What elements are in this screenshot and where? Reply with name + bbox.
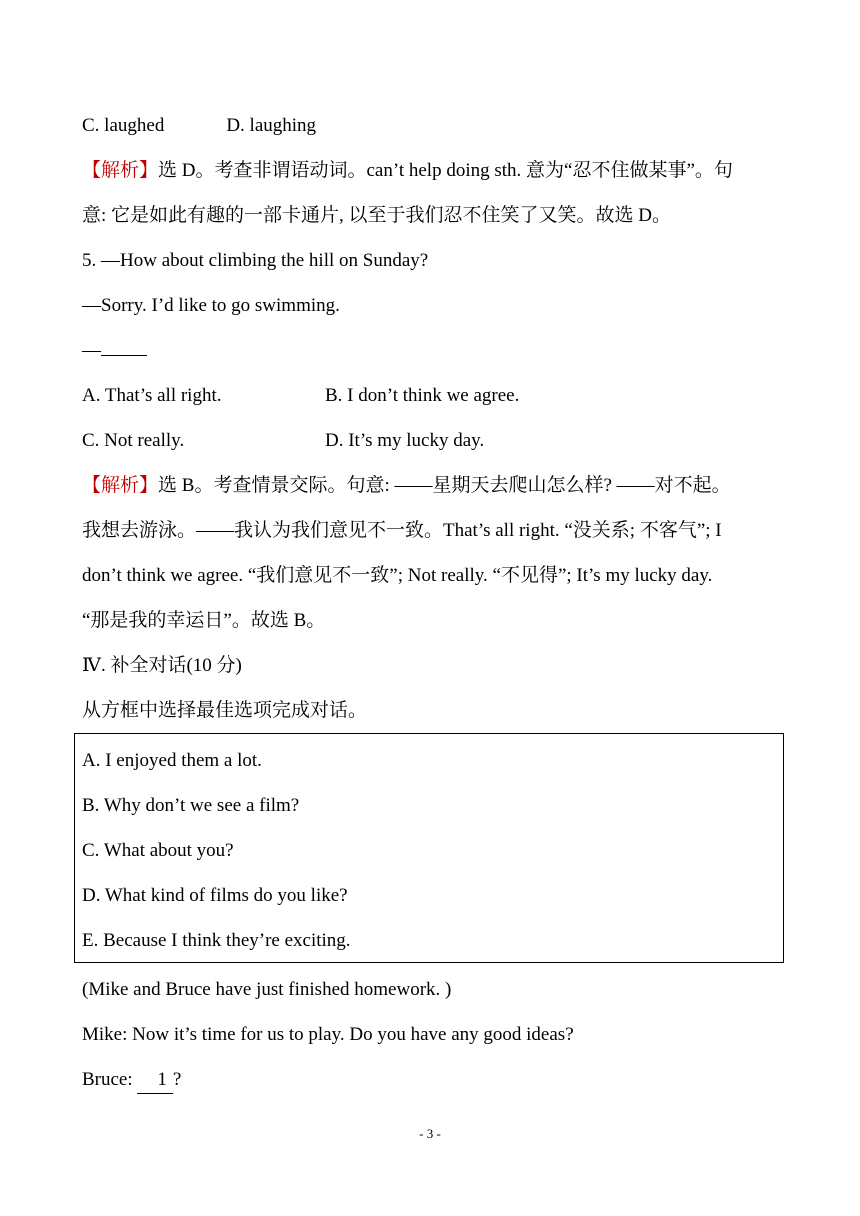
dialogue-context: (Mike and Bruce have just finished homework. ) [82, 979, 452, 1000]
answer-dash: — [82, 340, 101, 361]
answer-blank [101, 337, 147, 356]
bruce-label: Bruce: [82, 1069, 138, 1090]
bruce-end: ? [172, 1069, 182, 1090]
box-option-c: C. What about you? [82, 840, 234, 861]
q5-analysis-text-1: 选 B。考查情景交际。句意: ——星期天去爬山怎么样? ——对不起。 [158, 475, 731, 496]
section-heading: Ⅳ. 补全对话(10 分) [82, 655, 242, 676]
analysis-tag: 【解析】 [82, 475, 159, 496]
q5-option-b: B. I don’t think we agree. [325, 385, 520, 406]
box-option-e: E. Because I think they’re exciting. [82, 930, 351, 951]
q4-analysis-text-1: 选 D。考查非谓语动词。can’t help doing sth. 意为“忍不住做某事”。句 [158, 160, 733, 181]
q5-options-row-1 [82, 383, 786, 409]
q5-option-d: D. It’s my lucky day. [325, 430, 485, 451]
q4-analysis-line-1 [82, 158, 786, 184]
q4-option-c: C. laughed [82, 115, 165, 136]
q5-prompt: 5. —How about climbing the hill on Sunday? [82, 250, 429, 271]
q4-options-row [82, 113, 786, 139]
box-option-a: A. I enjoyed them a lot. [82, 750, 262, 771]
q5-options-row-2 [82, 428, 786, 454]
q5-analysis-line-4: “那是我的幸运日”。故选 B。 [82, 610, 326, 631]
q5-option-a: A. That’s all right. [82, 385, 222, 406]
q4-analysis-line-2: 意: 它是如此有趣的一部卡通片, 以至于我们忍不住笑了又笑。故选 D。 [82, 205, 672, 226]
box-option-b: B. Why don’t we see a film? [82, 795, 300, 816]
blank-1: 1 [137, 1067, 173, 1094]
q5-answer-line [82, 337, 786, 364]
dialogue-bruce-line [82, 1067, 786, 1094]
q5-analysis-line-1 [82, 473, 786, 499]
q4-option-d: D. laughing [226, 115, 317, 136]
analysis-tag: 【解析】 [82, 160, 159, 181]
dialogue-mike-line: Mike: Now it’s time for us to play. Do you have any good ideas? [82, 1024, 574, 1045]
section-instruction: 从方框中选择最佳选项完成对话。 [82, 700, 368, 721]
options-box [74, 733, 784, 963]
box-option-d: D. What kind of films do you like? [82, 885, 348, 906]
q5-analysis-line-2: 我想去游泳。——我认为我们意见不一致。That’s all right. “没关系; 不客气”; I [82, 520, 722, 541]
q5-analysis-line-3: don’t think we agree. “我们意见不一致”; Not really. “不见得”; It’s my lucky day. [82, 565, 713, 586]
q5-reply: —Sorry. I’d like to go swimming. [82, 295, 340, 316]
q5-option-c: C. Not really. [82, 430, 185, 451]
page-number: - 3 - [419, 1126, 441, 1141]
